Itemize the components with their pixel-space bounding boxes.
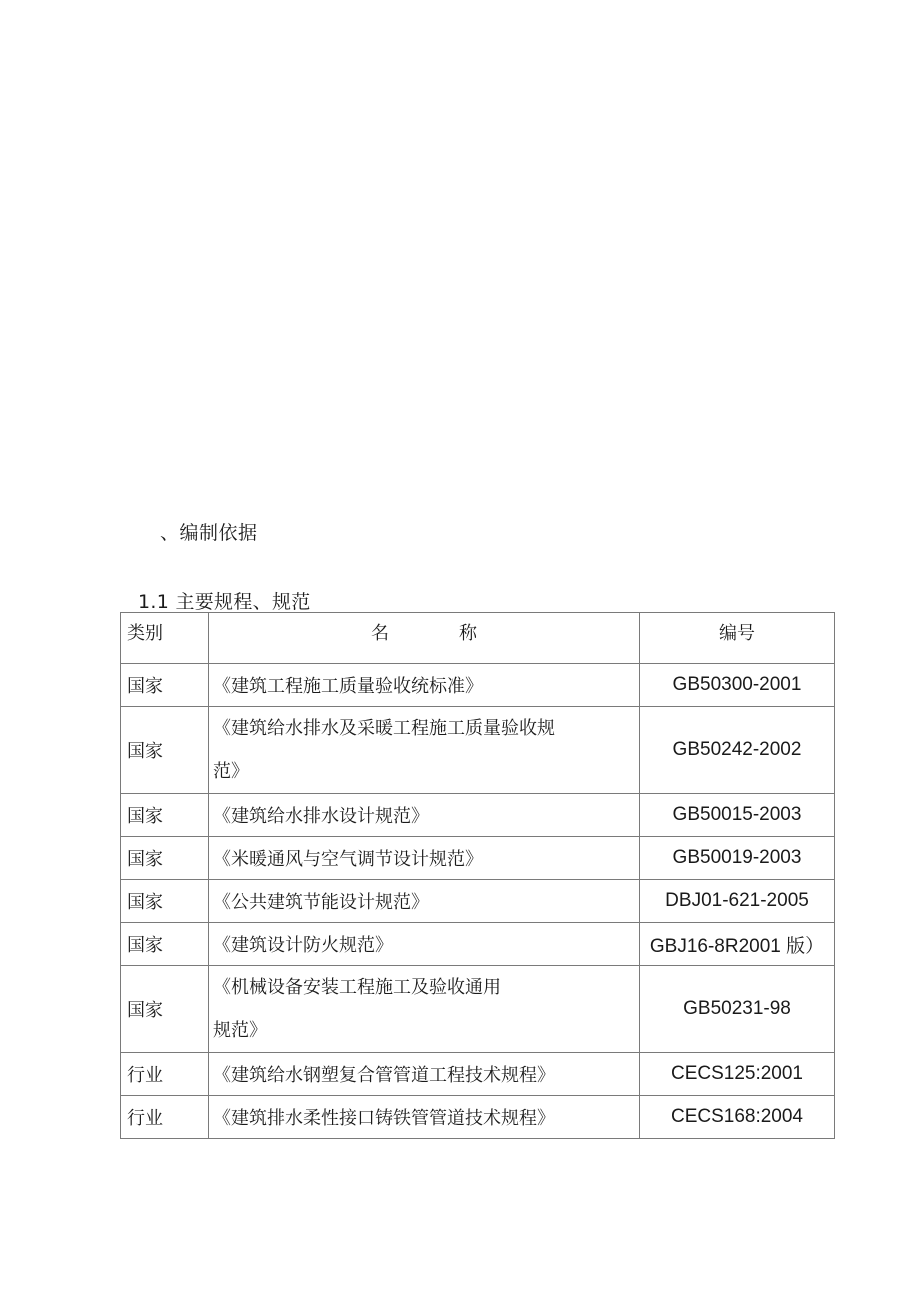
row-code: GB50300-2001 <box>640 664 835 707</box>
header-name: 名称 <box>209 613 640 664</box>
table-row <box>121 1053 835 1096</box>
table-row <box>121 1096 835 1139</box>
row-category: 行业 <box>121 1096 209 1139</box>
row-name: 《建筑排水柔性接口铸铁管管道技术规程》 <box>209 1096 640 1139</box>
row-code: GB50242-2002 <box>640 707 835 794</box>
row-name: 《建筑工程施工质量验收统标准》 <box>209 664 640 707</box>
header-category: 类别 <box>121 613 209 664</box>
row-name: 《建筑给水钢塑复合管管道工程技术规程》 <box>209 1053 640 1096</box>
row-category: 国家 <box>121 880 209 923</box>
row-name: 《建筑设计防火规范》 <box>209 923 640 966</box>
subsection-heading: 1.1 主要规程、规范 <box>138 591 311 613</box>
row-code: GB50231-98 <box>640 966 835 1053</box>
row-code: CECS125:2001 <box>640 1053 835 1096</box>
row-code: CECS168:2004 <box>640 1096 835 1139</box>
row-category: 行业 <box>121 1053 209 1096</box>
row-code: GB50019-2003 <box>640 837 835 880</box>
table-row <box>121 707 835 794</box>
table-row <box>121 880 835 923</box>
row-name-line: 范》 <box>213 761 249 782</box>
section-heading: 、编制依据 <box>160 522 258 544</box>
row-name: 《米暖通风与空气调节设计规范》 <box>209 837 640 880</box>
row-category: 国家 <box>121 794 209 837</box>
row-code: GB50015-2003 <box>640 794 835 837</box>
table-row <box>121 664 835 707</box>
standards-table <box>120 612 835 1139</box>
table-row <box>121 794 835 837</box>
header-code: 编号 <box>640 613 835 664</box>
row-name <box>209 707 640 794</box>
table-header-row <box>121 613 835 664</box>
table-row <box>121 923 835 966</box>
row-category: 国家 <box>121 923 209 966</box>
row-code: GBJ16-8R2001 版） <box>640 923 835 966</box>
row-category: 国家 <box>121 966 209 1053</box>
row-name-line: 《机械设备安装工程施工及验收通用 <box>213 977 501 998</box>
row-name <box>209 966 640 1053</box>
row-name-line: 《建筑给水排水及采暖工程施工质量验收规 <box>213 718 555 739</box>
table-row <box>121 966 835 1053</box>
row-category: 国家 <box>121 664 209 707</box>
row-name: 《建筑给水排水设计规范》 <box>209 794 640 837</box>
table-row <box>121 837 835 880</box>
row-code: DBJ01-621-2005 <box>640 880 835 923</box>
row-category: 国家 <box>121 837 209 880</box>
row-name-line: 规范》 <box>213 1020 267 1041</box>
row-category: 国家 <box>121 707 209 794</box>
row-name: 《公共建筑节能设计规范》 <box>209 880 640 923</box>
